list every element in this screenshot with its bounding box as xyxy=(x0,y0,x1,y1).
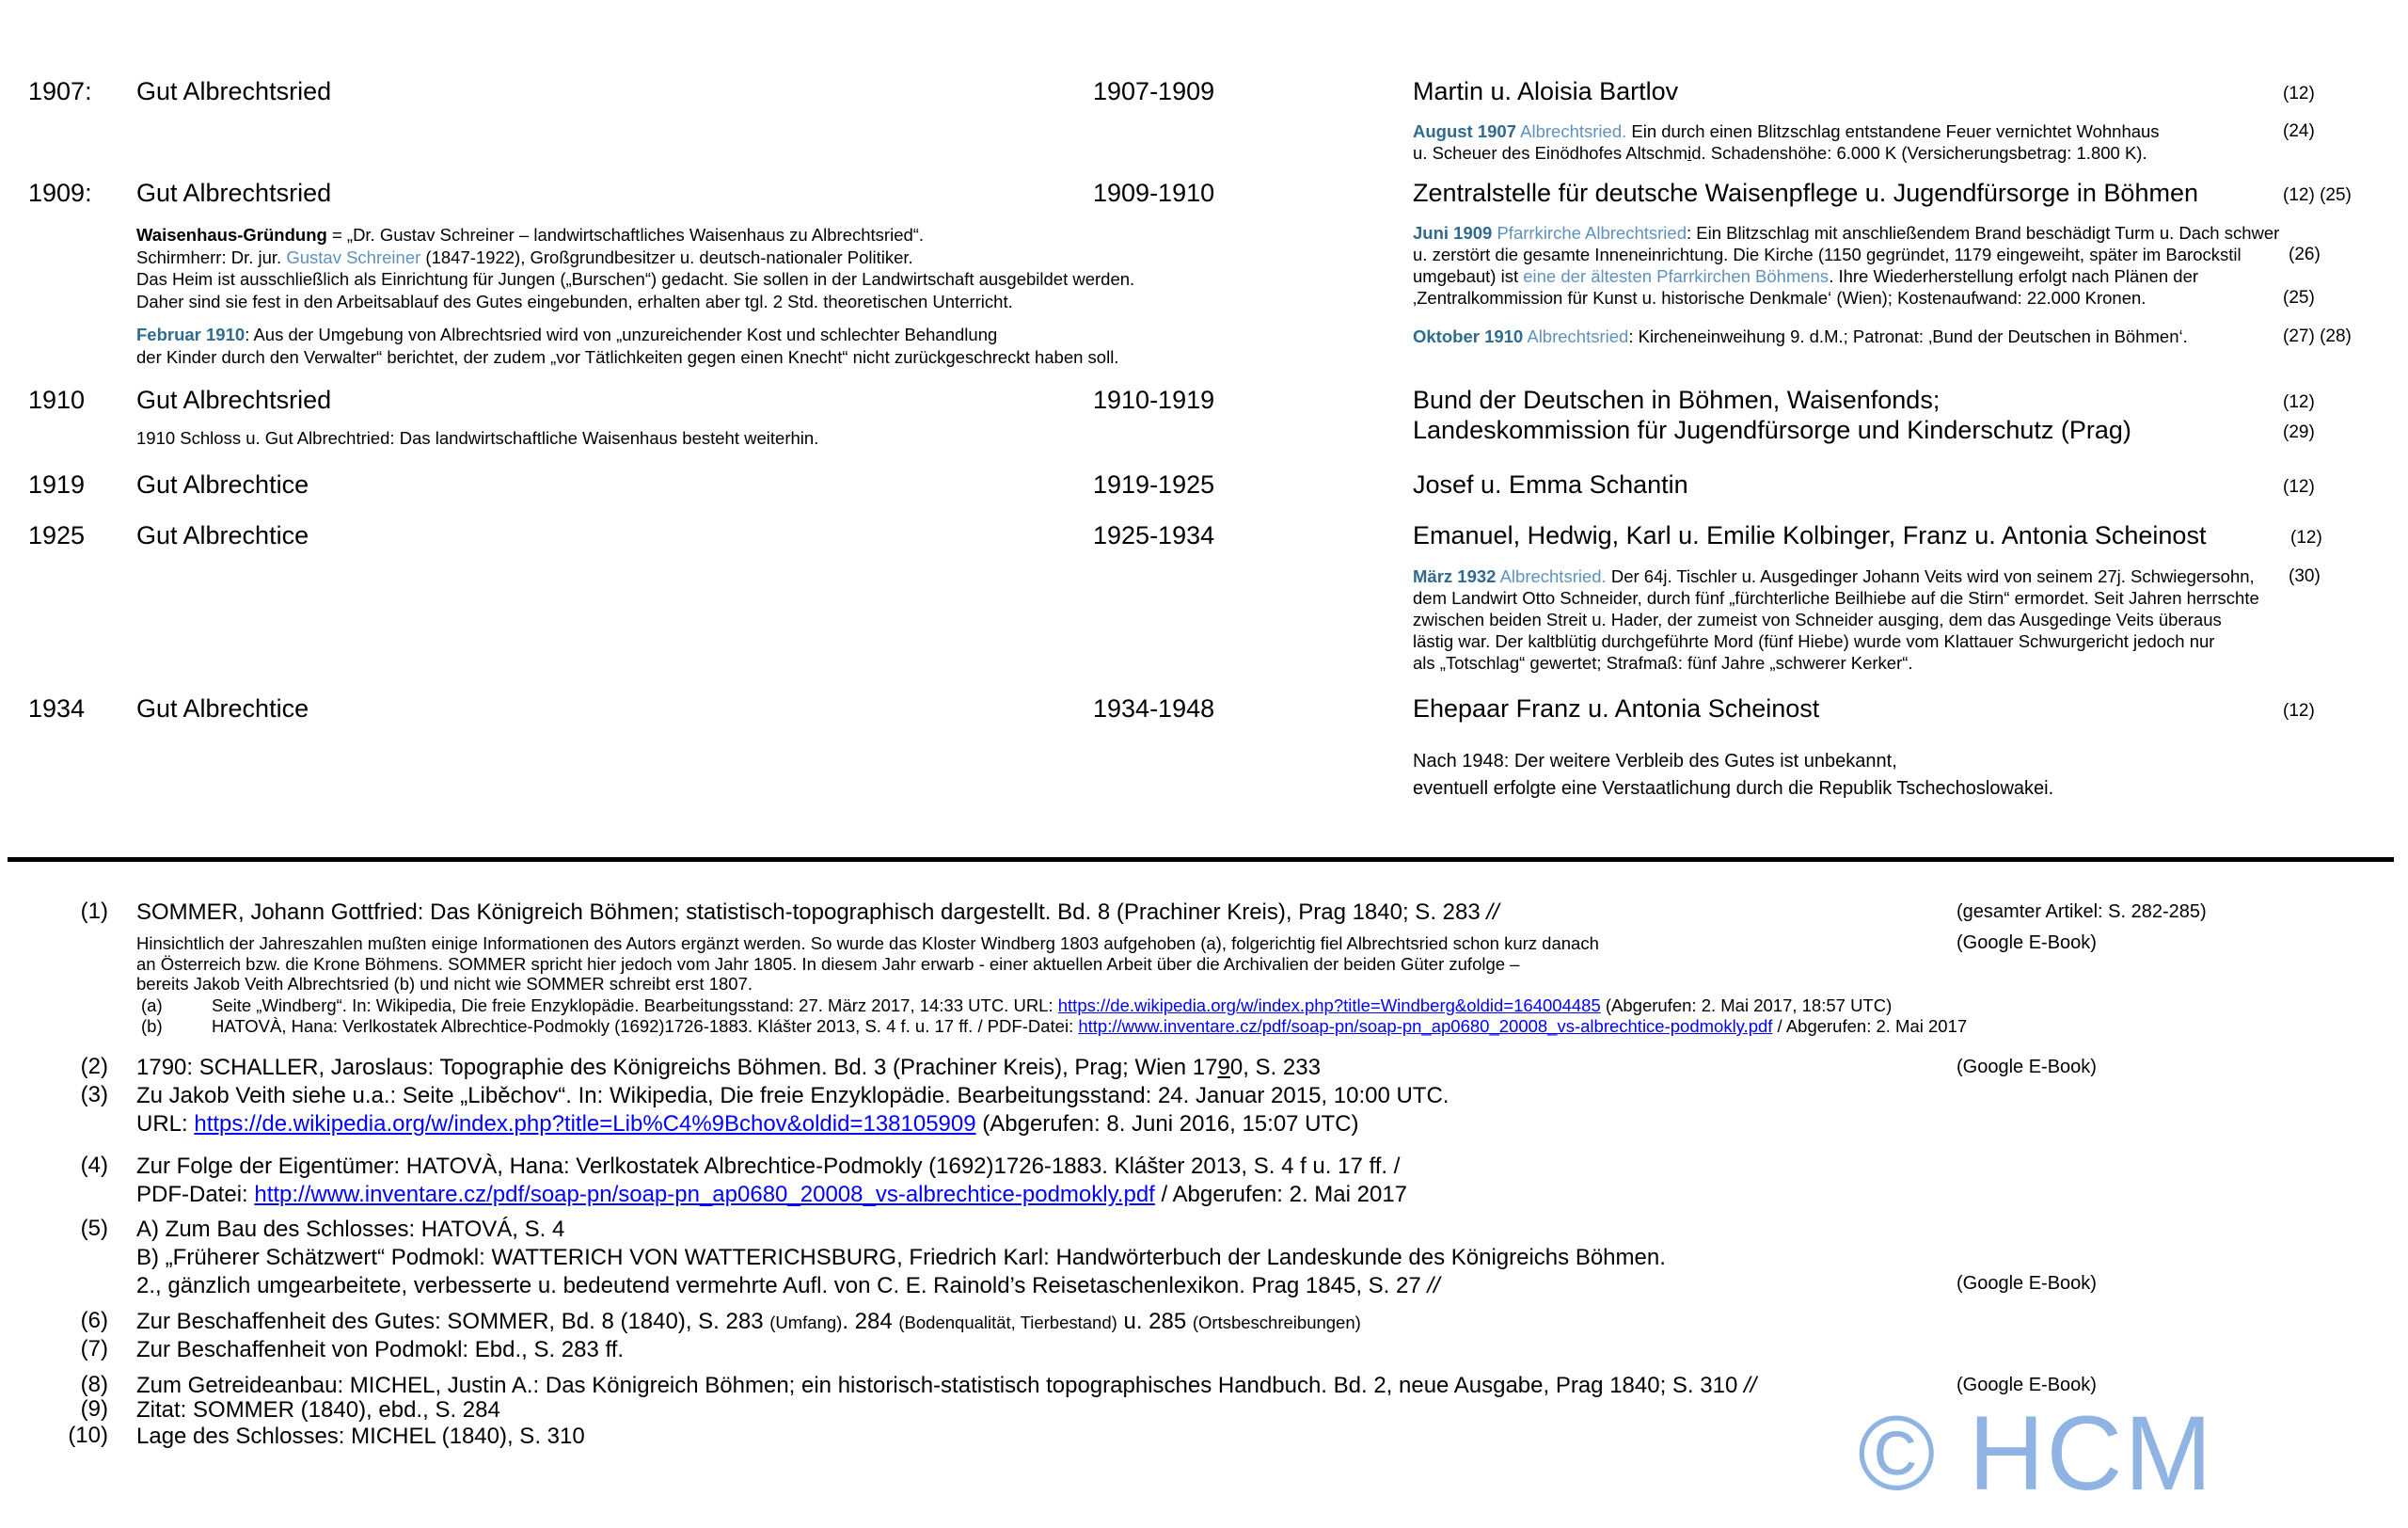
ref-label: (26) xyxy=(2289,245,2321,264)
ref-label: (12) xyxy=(2283,701,2315,721)
highlight-text: eine der ältesten Pfarrkirchen Böhmens xyxy=(1523,266,1830,286)
footnote-item-7: Zur Beschaffenheit von Podmokl: Ebd., S. 283 ff. xyxy=(136,1337,625,1362)
event-date: März 1932 xyxy=(1413,566,1497,586)
section-divider xyxy=(8,857,2394,862)
event-date: Oktober 1910 xyxy=(1413,326,1524,346)
footnote-item-3: Zu Jakob Veith siehe u.a.: Seite „Liběchov“. In: Wikipedia, Die freie Enzyklopädie. Bearbeitungsstand: 24. Januar 2015, 10:00 UTC. URL: https://de.wikipedia.org/w/index.php?title=Lib%C4%9Bchov&oldid=138105909 (Abgerufen: 8. Juni 2016, 15:07 UTC) xyxy=(136,1083,1450,1137)
year-label: 1910 xyxy=(28,386,86,414)
footnote-item-8: Zum Getreideanbau: MICHEL, Justin A.: Das Königreich Böhmen; ein historisch-statistisch topographisches Handbuch. Bd. 2, neue Ausgabe, Prag 1840; S. 310 // xyxy=(136,1373,1757,1398)
footnote-detail: Hinsichtlich der Jahreszahlen mußten einige Informationen des Autors ergänzt werden. So wurde das Kloster Windberg 1803 aufgehoben (a), folgerichtig fiel Albrechtsried schon kurz danach an Österreich bzw. die Krone Böhmens. SOMMER spricht hier jedoch vom Jahr 1805. In diesem Jahr erwarb - einer aktuellen Arbeit über die Archivalien der beiden Güter zufolge – bereits Jakob Veith Albrechtsried (b) und nicht wie SOMMER schreibt erst 1807. xyxy=(136,933,1599,995)
footnote-sub-b: HATOVÀ, Hana: Verlkostatek Albrechtice-Podmokly (1692)1726-1883. Klášter 2013, S. 4 f. u. 17 ff. / PDF-Datei: http://www.inventare.cz/pdf/soap-pn/soap-pn_ap0680_20008_vs-albrechtice-podmokly.pdf / Abgerufen: 2. Mai 2017 xyxy=(212,1016,1968,1036)
footnote-item-9: Zitat: SOMMER (1840), ebd., S. 284 xyxy=(136,1397,500,1423)
event-note-nach1948: Nach 1948: Der weitere Verbleib des Gutes ist unbekannt, eventuell erfolgte eine Verstaatlichung durch die Republik Tschechoslowakei. xyxy=(1413,751,2054,799)
estate-label: Gut Albrechtsried xyxy=(136,386,332,414)
event-date: Februar 1910 xyxy=(136,325,246,344)
event-note-aug1907: August 1907 Albrechtsried. Ein durch einen Blitzschlag entstandene Feuer vernichtet Wohnhaus u. Scheuer des Einödhofes Altschmid. Schadenshöhe: 6.000 K (Versicherungsbetrag: 1.800 K). xyxy=(1413,121,2160,163)
owner-label-2: Landeskommission für Jugendfürsorge und Kinderschutz (Prag) xyxy=(1413,416,2131,444)
person-link: Gustav Schreiner xyxy=(286,247,421,267)
period-label: 1919-1925 xyxy=(1093,470,1215,499)
ref-label: (12) (25) xyxy=(2283,185,2352,205)
year-label: 1919 xyxy=(28,470,86,499)
ref-label: (30) xyxy=(2289,566,2321,586)
ref-label: (29) xyxy=(2283,422,2315,442)
footnote-right-note: (Google E-Book) xyxy=(1956,1057,2097,1077)
footnote-number: (3) xyxy=(80,1082,108,1107)
footnote-number: (10) xyxy=(68,1423,108,1448)
footnote-item-5: A) Zum Bau des Schlosses: HATOVÁ, S. 4 B) „Früherer Schätzwert“ Podmokl: WATTERICH VON WATTERICHSBURG, Friedrich Karl: Handwörterbuch der Landeskunde des Königreichs Böhmen. 2., gänzlich umgearbeitete, verbesserte u. bedeutend vermehrte Aufl. von C. E. Rainold’s Reisetaschenlexikon. Prag 1845, S. 27 // xyxy=(136,1217,1666,1298)
event-note-feb1910: Februar 1910: Aus der Umgebung von Albrechtsried wird von „unzureichender Kost und schlechter Behandlung der Kinder durch den Verwalter“ berichtet, der zudem „vor Tätlichkeiten gegen einen Knecht“ nicht zurückgeschreckt haben soll. xyxy=(136,325,1119,367)
ref-label: (12) xyxy=(2283,392,2315,412)
event-note-jun1909: Juni 1909 Pfarrkirche Albrechtsried: Ein Blitzschlag mit anschließendem Brand beschädigt Turm u. Dach schwer u. zerstört die gesamte Inneneinrichtung. Die Kirche (1150 gegründet, 1179 eingeweiht, später im Barockstil umgebaut) ist eine der ältesten Pfarrkirchen Böhmens. Ihre Wiederherstellung erfolgt nach Plänen der ‚Zentralkommission für Kunst u. historische Denkmale‘ (Wien); Kostenaufwand: 22.000 Kronen. xyxy=(1413,223,2280,308)
footnote-right-note: (Google E-Book) xyxy=(1956,1273,2097,1294)
estate-label: Gut Albrechtice xyxy=(136,521,309,549)
footnote-number: (7) xyxy=(80,1336,108,1361)
period-label: 1907-1909 xyxy=(1093,77,1215,105)
event-note-okt1910: Oktober 1910 Albrechtsried: Kircheneinweihung 9. d.M.; Patronat: ‚Bund der Deutschen in Böhmen‘. xyxy=(1413,326,2188,346)
estate-label: Gut Albrechtsried xyxy=(136,77,332,105)
owner-label: Ehepaar Franz u. Antonia Scheinost xyxy=(1413,694,1820,723)
footnote-number: (1) xyxy=(80,899,108,924)
footnote-number: (5) xyxy=(80,1216,108,1241)
copyright-watermark: © HCM xyxy=(1858,1394,2214,1512)
owner-label: Bund der Deutschen in Böhmen, Waisenfonds; xyxy=(1413,386,1941,414)
period-label: 1909-1910 xyxy=(1093,179,1215,207)
event-text: Ein durch einen Blitzschlag entstandene Feuer vernichtet Wohnhaus xyxy=(1631,121,2160,141)
footnote-right-note: (gesamter Artikel: S. 282-285) xyxy=(1956,901,2207,922)
event-note-founding: Waisenhaus-Gründung = „Dr. Gustav Schreiner – landwirtschaftliches Waisenhaus zu Albrechtsried“. Schirmherr: Dr. jur. Gustav Schreiner (1847-1922), Großgrundbesitzer u. deutsch-nationaler Politiker. Das Heim ist ausschließlich als Einrichtung für Jungen („Burschen“) gedacht. Sie sollen in der Landwirtschaft ausgebildet werden. Daher sind sie fest in den Arbeitsablauf des Gutes eingebunden, erhalten aber tgl. 2 Std. theoretischen Unterricht. xyxy=(136,225,1135,311)
footnote-sub-number: (b) xyxy=(141,1016,163,1036)
year-label: 1934 xyxy=(28,694,86,723)
ref-label: (24) xyxy=(2283,121,2315,141)
year-label: 1909: xyxy=(28,179,92,207)
event-place: Albrechtsried. xyxy=(1520,121,1627,141)
footnote-item-2: 1790: SCHALLER, Jaroslaus: Topographie des Königreichs Böhmen. Bd. 3 (Prachiner Kreis), Prag; Wien 1790, S. 233 xyxy=(136,1055,1321,1080)
footnote-number: (8) xyxy=(80,1372,108,1397)
ref-label: (12) xyxy=(2290,528,2322,548)
external-link[interactable]: https://de.wikipedia.org/w/index.php?title=Lib%C4%9Bchov&oldid=138105909 xyxy=(194,1111,976,1137)
event-place: Pfarrkirche Albrechtsried xyxy=(1497,223,1687,243)
estate-label: Gut Albrechtice xyxy=(136,470,309,499)
owner-label: Zentralstelle für deutsche Waisenpflege u. Jugendfürsorge in Böhmen xyxy=(1413,179,2198,207)
period-label: 1910-1919 xyxy=(1093,386,1215,414)
ref-label: (25) xyxy=(2283,288,2315,308)
event-place: Albrechtsried. xyxy=(1499,566,1607,586)
ref-label: (12) xyxy=(2283,84,2315,103)
estate-label: Gut Albrechtsried xyxy=(136,179,332,207)
year-label: 1925 xyxy=(28,521,86,549)
event-note-mar1932: März 1932 Albrechtsried. Der 64j. Tischler u. Ausgedinger Johann Veits wird von seinem 27j. Schwiegersohn, dem Landwirt Otto Schneider, durch fünf „fürchterliche Beilhiebe auf die Stirn“ ermordet. Seit Jahren herrschte zwischen beiden Streit u. Hader, der zumeist von Schneider ausging, dem das Ausgedinge Veits überaus lästig war. Der kaltblütig durchgeführte Mord (fünf Hiebe) wurde vom Klattauer Schwurgericht jedoch nur als „Totschlag“ gewertet; Strafmaß: fünf Jahre „schwerer Kerker“. xyxy=(1413,566,2259,673)
footnote-item-6: Zur Beschaffenheit des Gutes: SOMMER, Bd. 8 (1840), S. 283 (Umfang). 284 (Bodenqualität, Tierbestand) u. 285 (Ortsbeschreibungen) xyxy=(136,1309,1361,1334)
event-date: August 1907 xyxy=(1413,121,1517,141)
period-label: 1934-1948 xyxy=(1093,694,1215,723)
footnote-number: (2) xyxy=(80,1054,108,1079)
owner-label: Josef u. Emma Schantin xyxy=(1413,470,1688,499)
external-link[interactable]: http://www.inventare.cz/pdf/soap-pn/soap-pn_ap0680_20008_vs-albrechtice-podmokly.pdf xyxy=(254,1182,1155,1207)
event-date: Juni 1909 xyxy=(1413,223,1493,243)
period-label: 1925-1934 xyxy=(1093,521,1215,549)
owner-label: Martin u. Aloisia Bartlov xyxy=(1413,77,1679,105)
footnote-sub-a: Seite „Windberg“. In: Wikipedia, Die freie Enzyklopädie. Bearbeitungsstand: 27. März 2017, 14:33 UTC. URL: https://de.wikipedia.org/w/index.php?title=Windberg&oldid=164004485 (Abgerufen: 2. Mai 2017, 18:57 UTC) xyxy=(212,995,1893,1015)
footnote-item-10: Lage des Schlosses: MICHEL (1840), S. 310 xyxy=(136,1424,585,1449)
footnote-item-1: SOMMER, Johann Gottfried: Das Königreich Böhmen; statistisch-topographisch dargestellt. Bd. 8 (Prachiner Kreis), Prag 1840; S. 283 // xyxy=(136,899,1499,925)
ref-label: (27) (28) xyxy=(2283,326,2352,346)
owner-label: Emanuel, Hedwig, Karl u. Emilie Kolbinger, Franz u. Antonia Scheinost xyxy=(1413,521,2207,549)
footnote-right-note: (Google E-Book) xyxy=(1956,932,2097,953)
ref-label: (12) xyxy=(2283,477,2315,497)
footnote-number: (9) xyxy=(80,1396,108,1422)
year-label: 1907: xyxy=(28,77,92,105)
event-note-1910-schloss: 1910 Schloss u. Gut Albrechtried: Das landwirtschaftliche Waisenhaus besteht weiterhin. xyxy=(136,428,819,448)
footnote-item-4: Zur Folge der Eigentümer: HATOVÀ, Hana: Verlkostatek Albrechtice-Podmokly (1692)1726-1883. Klášter 2013, S. 4 f u. 17 ff. / PDF-Datei: http://www.inventare.cz/pdf/soap-pn/soap-pn_ap0680_20008_vs-albrechtice-podmokly.pdf / Abgerufen: 2. Mai 2017 xyxy=(136,1154,1408,1207)
estate-label: Gut Albrechtice xyxy=(136,694,309,723)
footnote-sub-number: (a) xyxy=(141,995,163,1015)
footnote-right-note: (Google E-Book) xyxy=(1956,1375,2097,1395)
external-link[interactable]: http://www.inventare.cz/pdf/soap-pn/soap-pn_ap0680_20008_vs-albrechtice-podmokly.pdf xyxy=(1078,1016,1773,1036)
footnote-number: (4) xyxy=(80,1153,108,1178)
external-link[interactable]: https://de.wikipedia.org/w/index.php?title=Windberg&oldid=164004485 xyxy=(1057,995,1601,1015)
footnote-number: (6) xyxy=(80,1308,108,1333)
event-place: Albrechtsried xyxy=(1527,326,1629,346)
